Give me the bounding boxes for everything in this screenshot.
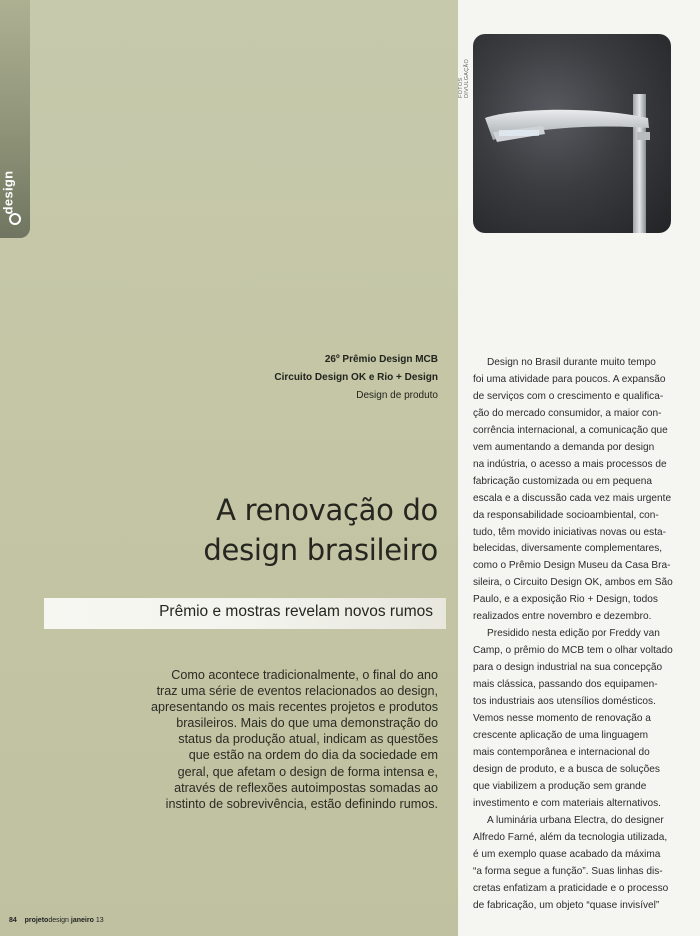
body-line: corrência internacional, a comunicação que [473, 424, 668, 436]
magazine-name-bold: projeto [24, 917, 49, 924]
body-line: tudo, têm movido iniciativas novas ou esta- [473, 526, 666, 538]
body-line: investimento e com materiais alternativos. [473, 797, 661, 809]
section-tab [0, 0, 30, 238]
body-line: escala e a discussão cada vez mais urgente [473, 492, 672, 504]
body-line: “a forma segue a função”. Suas linhas dis- [473, 865, 663, 877]
body-line: como o Prêmio Design Museu da Casa Bra- [473, 560, 671, 572]
lede-line: geral, que afetam o design de forma intensa e, [177, 764, 438, 779]
body-line: de serviços com o crescimento e qualifica- [473, 390, 664, 402]
body-line: para o design industrial na sua concepção [473, 662, 663, 674]
photo-credit: FOTOS DIVULGAÇÃO [458, 58, 470, 98]
lede-line: brasileiros. Mais do que uma demonstração do [176, 716, 438, 731]
body-column [473, 355, 683, 914]
subtitle: Prêmio e mostras revelam novos rumos [159, 603, 433, 620]
body-line: mais clássica, passando dos equipamen- [473, 679, 658, 691]
body-line: Presidido nesta edição por Freddy van [487, 628, 660, 640]
issue-number: 13 [95, 917, 104, 924]
page-number: 84 [9, 917, 17, 924]
body-line: realizados entre novembro e dezembro. [473, 611, 652, 623]
kicker-events: Circuito Design OK e Rio + Design [274, 372, 438, 383]
section-label: design [0, 170, 16, 215]
issue-month: janeiro [70, 917, 94, 924]
headline-line: design brasileiro [203, 533, 438, 567]
body-line: fabricação customizada ou em pequena [473, 475, 652, 487]
body-line: design de produto, e a busca de soluções [473, 763, 660, 775]
body-line: da responsabilidade socioambiental, con- [473, 509, 659, 521]
body-line: mais contemporânea e internacional do [473, 746, 650, 758]
body-line: Vemos nesse momento de renovação a [473, 713, 651, 725]
lede-line: através de reflexões autoimpostas somadas ao [174, 780, 438, 795]
page-footer [9, 917, 104, 924]
subtitle-bar [44, 598, 446, 629]
headline [203, 490, 438, 570]
body-line: Alfredo Farné, além da tecnologia utilizada, [473, 831, 668, 843]
body-line: sileira, o Circuito Design OK, ambos em São [473, 577, 673, 589]
body-line: vem aumentando a demanda por design [473, 441, 655, 453]
body-line: de fabricação, um objeto “quase invisível” [473, 899, 660, 911]
body-line: Design no Brasil durante muito tempo [487, 357, 656, 368]
body-line: na indústria, o acesso a mais processos de [473, 458, 667, 470]
body-line: tos industriais aos utensílios domésticos. [473, 696, 656, 708]
lede-line: traz uma série de eventos relacionados ao design, [156, 684, 438, 699]
body-line: crescente aplicação de uma linguagem [473, 729, 649, 741]
body-line: belecidas, diversamente complementares, [473, 543, 663, 555]
kicker-award: 26º Prêmio Design MCB [324, 354, 438, 365]
lede-line: Como acontece tradicionalmente, o final do ano [171, 668, 438, 682]
body-line: que viabilizem a produção sem grande [473, 780, 647, 792]
lede-line: instinto de sobrevivência, estão definindo rumos. [165, 796, 438, 811]
section-dot-icon [9, 213, 21, 225]
body-line: ção do mercado consumidor, a maior con- [473, 407, 662, 419]
body-line: foi uma atividade para poucos. A expansão [473, 373, 666, 385]
lede-line: que estão na ordem do dia da sociedade em [188, 748, 438, 763]
lede-line: apresentando os mais recentes projetos e produtos [150, 700, 438, 715]
body-line: é um exemplo quase acabado da máxima [473, 848, 661, 860]
streetlight-icon [473, 34, 671, 233]
body-line: Paulo, e a exposição Rio + Design, todos [473, 594, 658, 606]
kicker-category: Design de produto [356, 390, 438, 401]
body-line: cretas enfatizam a praticidade e o processo [473, 882, 669, 894]
streetlight-photo [473, 34, 671, 233]
magazine-name-rest: design [48, 917, 69, 924]
body-line: A luminária urbana Electra, do designer [487, 814, 664, 826]
lede-paragraph [138, 667, 438, 812]
body-line: Camp, o prêmio do MCB tem o olhar voltado [473, 645, 673, 657]
headline-line: A renovação do [216, 493, 438, 527]
lede-line: status da produção atual, indicam as questões [178, 732, 438, 747]
